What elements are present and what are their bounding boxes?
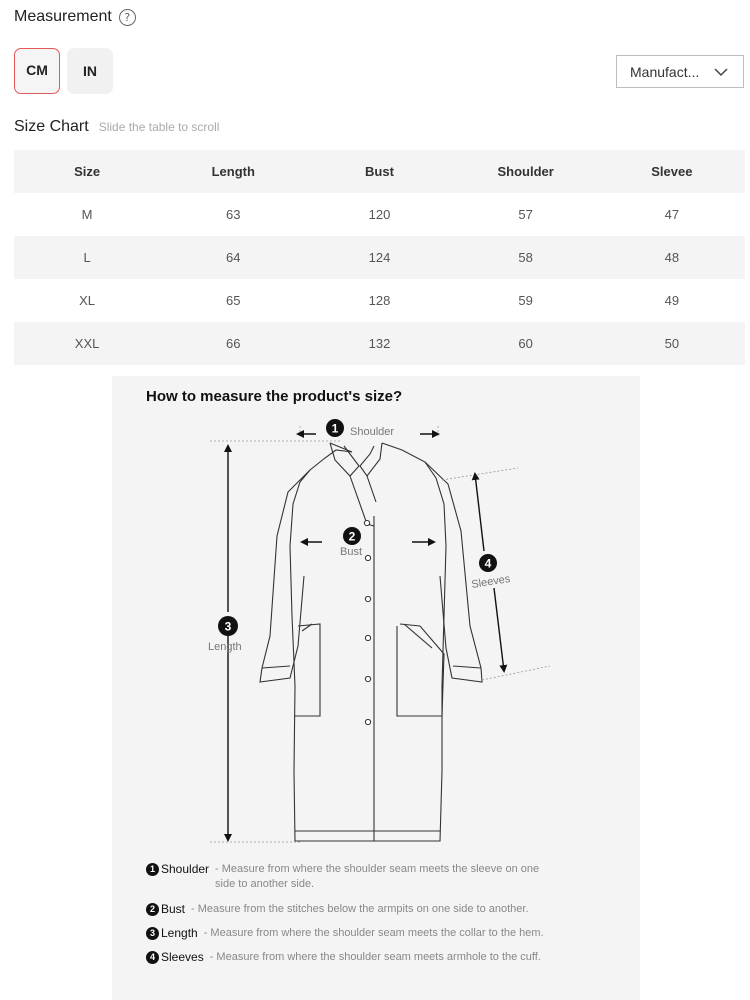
- note-name: Shoulder: [161, 862, 210, 876]
- note-badge: 1: [146, 863, 159, 876]
- size-chart-heading: [14, 118, 219, 136]
- table-cell: 58: [453, 236, 599, 279]
- diagram-label-length: Length: [208, 641, 242, 653]
- table-cell: 63: [226, 207, 241, 222]
- table-cell: 66: [160, 322, 306, 365]
- scroll-hint: Slide the table to scroll: [98, 120, 220, 134]
- note-description-line: - Measure from where the shoulder seam meets the sleeve on one: [215, 863, 540, 875]
- size-standard-dropdown[interactable]: [616, 55, 744, 88]
- table-cell: 128: [368, 293, 391, 308]
- table-cell: XL: [79, 293, 96, 308]
- note-description: - Measure from where the shoulder seam meets the collar to the hem.: [203, 927, 544, 939]
- table-cell: 57: [518, 207, 533, 222]
- svg-text:1: 1: [331, 421, 339, 436]
- table-cell: 59: [518, 293, 533, 308]
- table-cell: 60: [453, 322, 599, 365]
- measurement-header: [14, 6, 136, 28]
- badge-sleeves-icon: [479, 554, 497, 572]
- measurement-title: Measurement: [14, 8, 112, 25]
- svg-text:3: 3: [224, 619, 232, 634]
- table-cell: M: [81, 207, 93, 222]
- svg-text:4: 4: [484, 556, 492, 571]
- column-header: Shoulder: [453, 150, 599, 193]
- table-cell: XXL: [14, 322, 160, 365]
- diagram-label-bust: Bust: [340, 546, 363, 558]
- column-header: Size: [14, 150, 160, 193]
- column-header: Bust: [306, 150, 452, 193]
- badge-shoulder-icon: [326, 419, 344, 437]
- badge-length-icon: [218, 616, 238, 636]
- table-row: [14, 236, 745, 279]
- chevron-down-icon: [713, 64, 729, 80]
- table-row: [14, 193, 745, 236]
- badge-bust-icon: [343, 527, 361, 545]
- table-cell: 65: [226, 293, 241, 308]
- note-description: - Measure from where the shoulder seam meets armhole to the cuff.: [209, 951, 541, 963]
- table-cell: 64: [160, 236, 306, 279]
- table-row: [14, 279, 745, 322]
- note-description: [215, 862, 539, 892]
- size-chart-title: Size Chart: [14, 118, 89, 135]
- note-item-bust: [146, 902, 529, 917]
- note-item-shoulder: [146, 862, 539, 892]
- diagram-label-shoulder: Shoulder: [350, 426, 395, 438]
- unit-in-button[interactable]: IN: [67, 48, 113, 94]
- guide-title: How to measure the product's size?: [146, 388, 403, 405]
- table-cell: 120: [368, 207, 391, 222]
- coat-buttons: [364, 520, 370, 724]
- table-row: [14, 322, 745, 365]
- size-table[interactable]: [14, 150, 745, 365]
- table-cell: 49: [664, 293, 680, 308]
- note-badge: 3: [146, 927, 159, 940]
- column-header: Slevee: [599, 150, 745, 193]
- svg-text:2: 2: [348, 529, 356, 544]
- note-name: Length: [161, 926, 198, 940]
- table-cell: 50: [599, 322, 745, 365]
- note-badge: 2: [146, 903, 159, 916]
- note-name: Sleeves: [161, 950, 204, 964]
- note-badge: 4: [146, 951, 159, 964]
- unit-cm-button[interactable]: CM: [14, 48, 60, 94]
- coat-outline: [260, 443, 482, 841]
- column-header: Length: [160, 150, 306, 193]
- diagram-label-sleeves: Sleeves: [470, 572, 512, 591]
- note-description-line: side to another side.: [215, 878, 315, 890]
- measure-guide-panel: [112, 376, 640, 1000]
- table-cell: 132: [306, 322, 452, 365]
- dropdown-value: Manufact...: [630, 63, 700, 80]
- help-icon[interactable]: ?: [119, 9, 136, 26]
- table-header-row: [14, 150, 745, 193]
- table-cell: 124: [306, 236, 452, 279]
- table-cell: L: [14, 236, 160, 279]
- coat-diagram: [112, 376, 640, 856]
- note-description: - Measure from the stitches below the armpits on one side to another.: [191, 903, 529, 915]
- note-item-sleeves: [146, 950, 541, 965]
- table-cell: 47: [664, 207, 680, 222]
- table-cell: 48: [599, 236, 745, 279]
- note-item-length: [146, 926, 544, 941]
- note-name: Bust: [161, 902, 186, 916]
